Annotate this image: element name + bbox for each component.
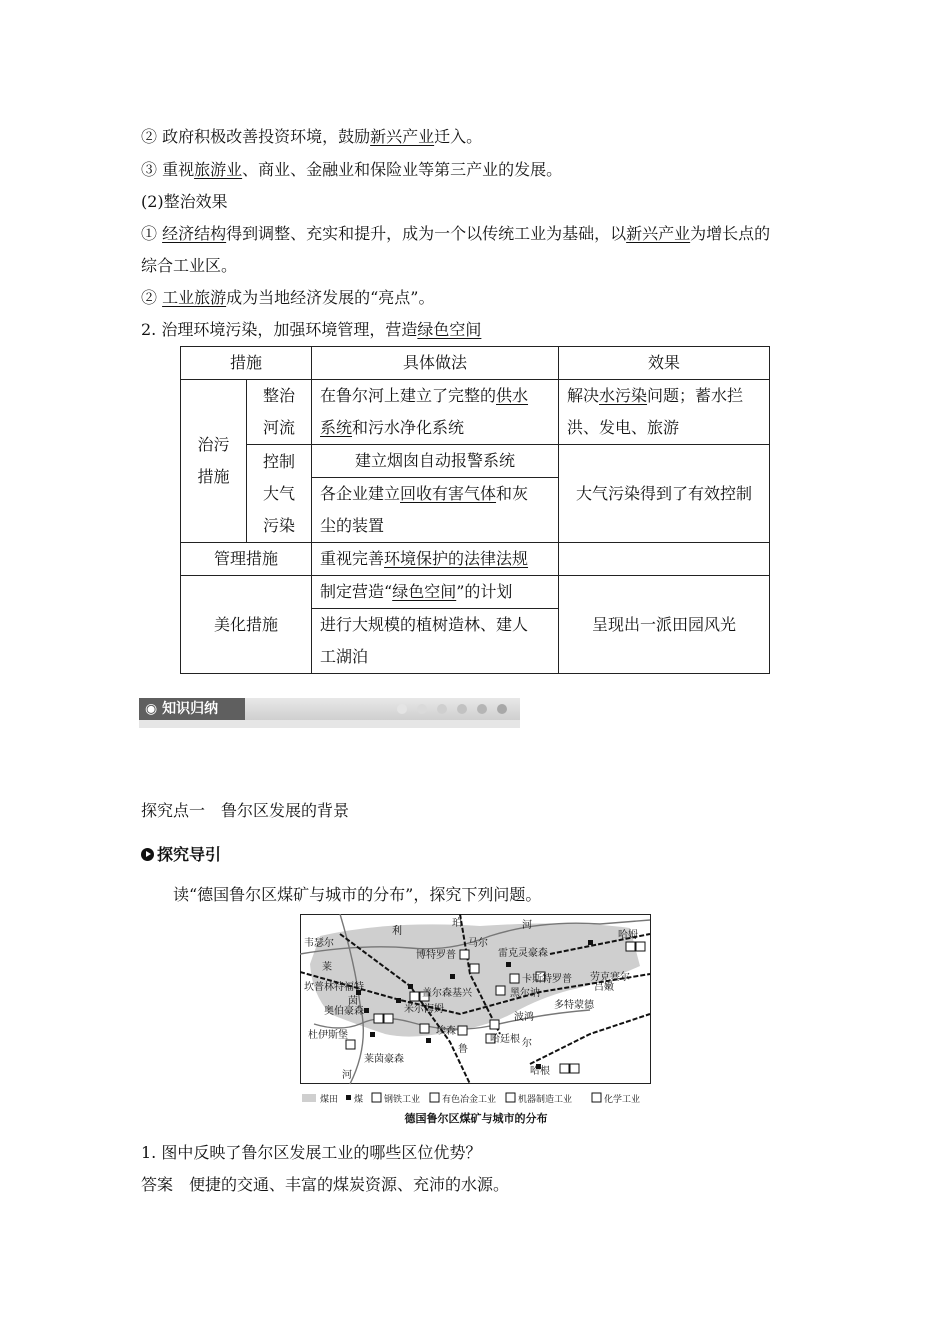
place-label: 哈姆 [618,930,638,941]
table-header-effect: 效果 [559,347,770,380]
cell-air: 控制 大气 污染 [247,445,312,543]
table-header-practice: 具体做法 [312,347,559,380]
place-label: 茵 [348,996,358,1007]
paragraph-item-2: ② 政府积极改善投资环境，鼓励新兴产业迁入。 [141,127,483,146]
inquiry-title: 探究点一 鲁尔区发展的背景 [141,801,350,820]
paragraph-item-3: ③ 重视旅游业、商业、金融业和保险业等第三产业的发展。 [141,160,563,179]
paragraph-effect-2: ② 工业旅游成为当地经济发展的“亮点”。 [141,288,435,307]
cell-air-practice-2: 各企业建立回收有害气体和灰 尘的装置 [312,478,559,543]
cell-beautify-practice-1: 制定营造“绿色空间”的计划 [312,576,559,609]
place-label: 吕嫩 [594,982,614,993]
legend-item: 机器制造工业 [518,1095,573,1105]
cell-beautify-practice-2: 进行大规模的植树造林、建人 工湖泊 [312,609,559,674]
place-label: 劳克塞尔 [590,972,630,983]
target-icon: ◉ [145,701,163,717]
place-label: 雷克灵豪森 [498,948,548,959]
dot-icon [417,704,427,714]
cell-management-effect [559,543,770,576]
answer-1: 答案 便捷的交通、丰富的煤炭资源、充沛的水源。 [141,1175,510,1194]
question-1: 1. 图中反映了鲁尔区发展工业的哪些区位优势？ [141,1143,482,1162]
place-label: 奥伯豪森 [324,1006,364,1017]
steel-icon [372,1093,381,1102]
map-legend [302,1093,640,1105]
place-label: 珀 [452,918,462,929]
legend-item: 煤 [354,1095,364,1105]
coal-field-swatch [302,1094,316,1102]
subheading-effects: (2)整治效果 [141,192,228,211]
cell-beautify: 美化措施 [181,576,312,674]
place-label: 莱茵豪森 [364,1054,404,1065]
place-label: 河 [522,920,532,931]
place-label: 利 [392,926,402,937]
place-label: 马尔 [468,938,488,949]
dot-icon [477,704,487,714]
ruhr-map-figure [300,914,652,1128]
legend-item: 煤田 [320,1095,339,1105]
place-label: 尔 [522,1038,532,1049]
chemical-icon [592,1093,601,1102]
legend-item: 化学工业 [604,1095,641,1105]
place-label: 卡斯特罗普 [522,974,572,985]
inquiry-guide: 探究导引 [141,842,221,865]
cell-management-practice: 重视完善环境保护的法律法规 [312,543,559,576]
cell-air-practice-1: 建立烟囱自动报警系统 [312,445,559,478]
table-header-measures: 措施 [181,347,312,380]
place-label: 哈廷根 [490,1034,520,1045]
legend-item: 有色冶金工业 [442,1095,497,1105]
place-label: 波鸿 [514,1012,534,1023]
cell-air-effect: 大气污染得到了有效控制 [559,445,770,543]
place-label: 河 [342,1070,352,1081]
paragraph-effect-1-cont: 综合工业区。 [141,256,238,275]
cell-river: 整治 河流 [247,380,312,445]
metallurgy-icon [430,1093,439,1102]
machinery-icon [506,1093,515,1102]
place-label: 多特蒙德 [554,1000,594,1011]
place-label: 米尔海姆 [404,1004,444,1015]
banner-tag: ◉ 知识归纳 [139,698,245,720]
place-label: 黑尔讷 [510,988,540,999]
place-label: 哈根 [530,1066,550,1077]
dot-icon [397,704,407,714]
measures-table [180,346,770,674]
dot-icon [437,704,447,714]
place-label: 盖尔森基兴 [422,988,472,999]
map-caption: 德国鲁尔区煤矿与城市的分布 [404,1112,548,1125]
inquiry-intro: 读“德国鲁尔区煤矿与城市的分布”，探究下列问题。 [173,885,542,904]
place-label: 埃森 [436,1026,456,1037]
paragraph-effect-1: ① 经济结构得到调整、充实和提升，成为一个以传统工业为基础，以新兴产业为增长点的 [141,224,771,243]
place-label: 博特罗普 [416,950,456,961]
cell-management: 管理措施 [181,543,312,576]
cell-river-practice: 在鲁尔河上建立了完整的供水 系统和污水净化系统 [312,380,559,445]
dot-icon [457,704,467,714]
coal-mine-swatch [346,1095,351,1100]
play-circle-icon [141,848,154,861]
cell-beautify-effect: 呈现出一派田园风光 [559,576,770,674]
place-label: 莱 [322,962,332,973]
heading-environment: 2. 治理环境污染，加强环境管理，营造绿色空间 [141,320,482,339]
place-label: 坎普林特福特 [304,982,364,993]
legend-item: 钢铁工业 [384,1095,421,1105]
dot-icon [497,704,507,714]
place-label: 杜伊斯堡 [308,1030,348,1041]
knowledge-summary-banner [139,698,520,730]
cell-river-effect: 解决水污染问题；蓄水拦 洪、发电、旅游 [559,380,770,445]
banner-shadow [139,720,520,728]
place-label: 韦瑟尔 [304,938,334,949]
cell-pollution-measures: 治污 措施 [181,380,247,543]
place-label: 鲁 [458,1044,468,1055]
